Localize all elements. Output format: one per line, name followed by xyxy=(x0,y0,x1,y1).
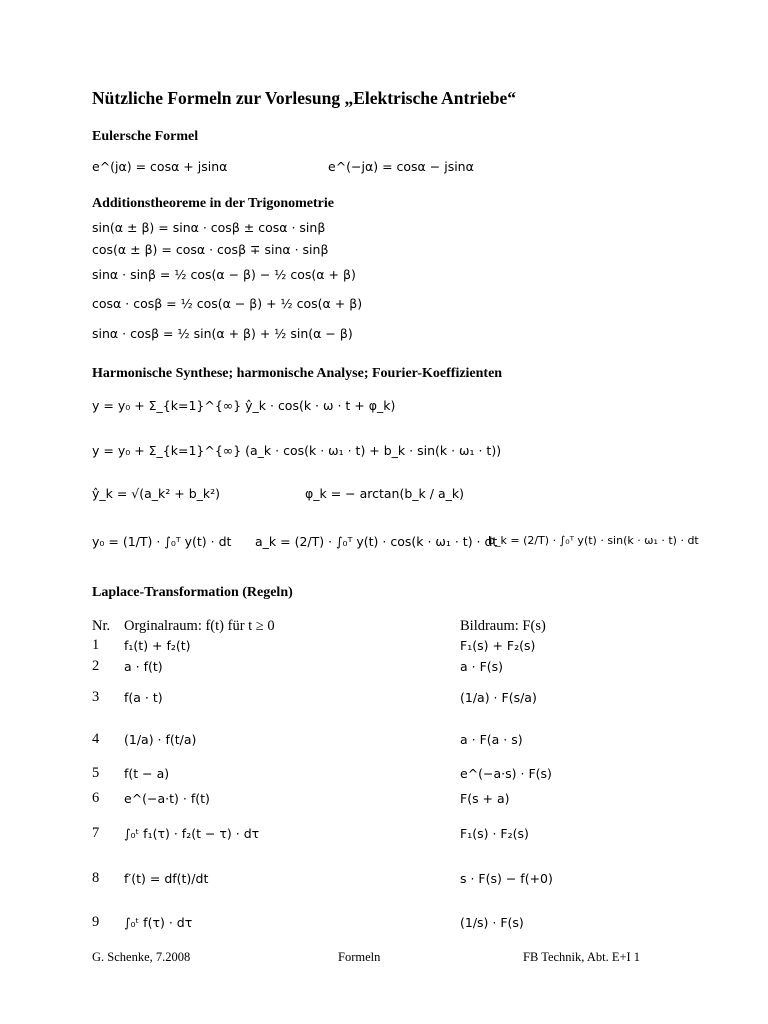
laplace-row-bild: a · F(s) xyxy=(460,659,504,674)
fourier-formula-6: a_k = (2/T) · ∫₀ᵀ y(t) · cos(k · ω₁ · t) · dt xyxy=(255,534,498,549)
laplace-col-nr: Nr. xyxy=(92,618,111,634)
laplace-row-orig: a · f(t) xyxy=(124,659,163,674)
fourier-formula-2: y = y₀ + Σ_{k=1}^{∞} (a_k · cos(k · ω₁ · t) + b_k · sin(k · ω₁ · t)) xyxy=(92,443,502,458)
euler-formula-1: e^(jα) = cosα + jsinα xyxy=(92,159,228,174)
laplace-row-nr: 3 xyxy=(92,689,100,705)
trig-formula-3: sinα · sinβ = ½ cos(α − β) − ½ cos(α + β) xyxy=(92,267,356,282)
trig-formula-1: sin(α ± β) = sinα · cosβ ± cosα · sinβ xyxy=(92,220,326,235)
laplace-col-bild: Bildraum: F(s) xyxy=(460,618,546,634)
fourier-formula-5: y₀ = (1/T) · ∫₀ᵀ y(t) · dt xyxy=(92,534,232,549)
laplace-col-orig: Orginalraum: f(t) für t ≥ 0 xyxy=(124,618,275,634)
laplace-row-orig: f(a · t) xyxy=(124,690,163,705)
laplace-row-orig: e^(−a·t) · f(t) xyxy=(124,791,210,806)
laplace-row-nr: 8 xyxy=(92,870,100,886)
laplace-row-bild: e^(−a·s) · F(s) xyxy=(460,766,552,781)
laplace-row-orig: f₁(t) + f₂(t) xyxy=(124,638,191,653)
laplace-row-orig: ∫₀ᵗ f(τ) · dτ xyxy=(124,915,193,930)
laplace-row-nr: 2 xyxy=(92,658,100,674)
laplace-row-bild: (1/a) · F(s/a) xyxy=(460,690,537,705)
fourier-formula-1: y = y₀ + Σ_{k=1}^{∞} ŷ_k · cos(k · ω · t + φ_k) xyxy=(92,398,396,413)
heading-trig: Additionstheoreme in der Trigonometrie xyxy=(92,196,334,211)
laplace-row-bild: s · F(s) − f(+0) xyxy=(460,871,553,886)
laplace-row-bild: (1/s) · F(s) xyxy=(460,915,524,930)
laplace-row-orig: ∫₀ᵗ f₁(τ) · f₂(t − τ) · dτ xyxy=(124,826,260,841)
laplace-row-bild: F(s + a) xyxy=(460,791,510,806)
page-title: Nützliche Formeln zur Vorlesung „Elektrische Antriebe“ xyxy=(92,88,517,108)
laplace-row-orig: f′(t) = df(t)/dt xyxy=(124,871,209,886)
trig-formula-4: cosα · cosβ = ½ cos(α − β) + ½ cos(α + β) xyxy=(92,296,363,311)
laplace-row-nr: 1 xyxy=(92,637,100,653)
laplace-row-nr: 7 xyxy=(92,825,100,841)
trig-formula-2: cos(α ± β) = cosα · cosβ ∓ sinα · sinβ xyxy=(92,242,329,257)
footer-center: Formeln xyxy=(338,950,381,964)
laplace-row-bild: a · F(a · s) xyxy=(460,732,523,747)
euler-formula-2: e^(−jα) = cosα − jsinα xyxy=(328,159,474,174)
heading-laplace: Laplace-Transformation (Regeln) xyxy=(92,585,293,600)
footer-author: G. Schenke, 7.2008 xyxy=(92,950,191,964)
trig-formula-5: sinα · cosβ = ½ sin(α + β) + ½ sin(α − β) xyxy=(92,326,353,341)
heading-fourier: Harmonische Synthese; harmonische Analyse; Fourier-Koeffizienten xyxy=(92,366,503,381)
laplace-row-nr: 9 xyxy=(92,914,100,930)
fourier-formula-3: ŷ_k = √(a_k² + b_k²) xyxy=(92,486,221,501)
footer-right: FB Technik, Abt. E+I 1 xyxy=(523,950,641,964)
laplace-row-orig: (1/a) · f(t/a) xyxy=(124,732,197,747)
laplace-row-nr: 4 xyxy=(92,731,100,747)
fourier-formula-7: b_k = (2/T) · ∫₀ᵀ y(t) · sin(k · ω₁ · t) · dt xyxy=(488,534,699,547)
laplace-row-bild: F₁(s) · F₂(s) xyxy=(460,826,529,841)
fourier-formula-4: φ_k = − arctan(b_k / a_k) xyxy=(305,486,464,501)
heading-euler: Eulersche Formel xyxy=(92,129,199,144)
laplace-row-nr: 5 xyxy=(92,765,100,781)
laplace-row-nr: 6 xyxy=(92,790,100,806)
laplace-row-orig: f(t − a) xyxy=(124,766,170,781)
laplace-row-bild: F₁(s) + F₂(s) xyxy=(460,638,536,653)
